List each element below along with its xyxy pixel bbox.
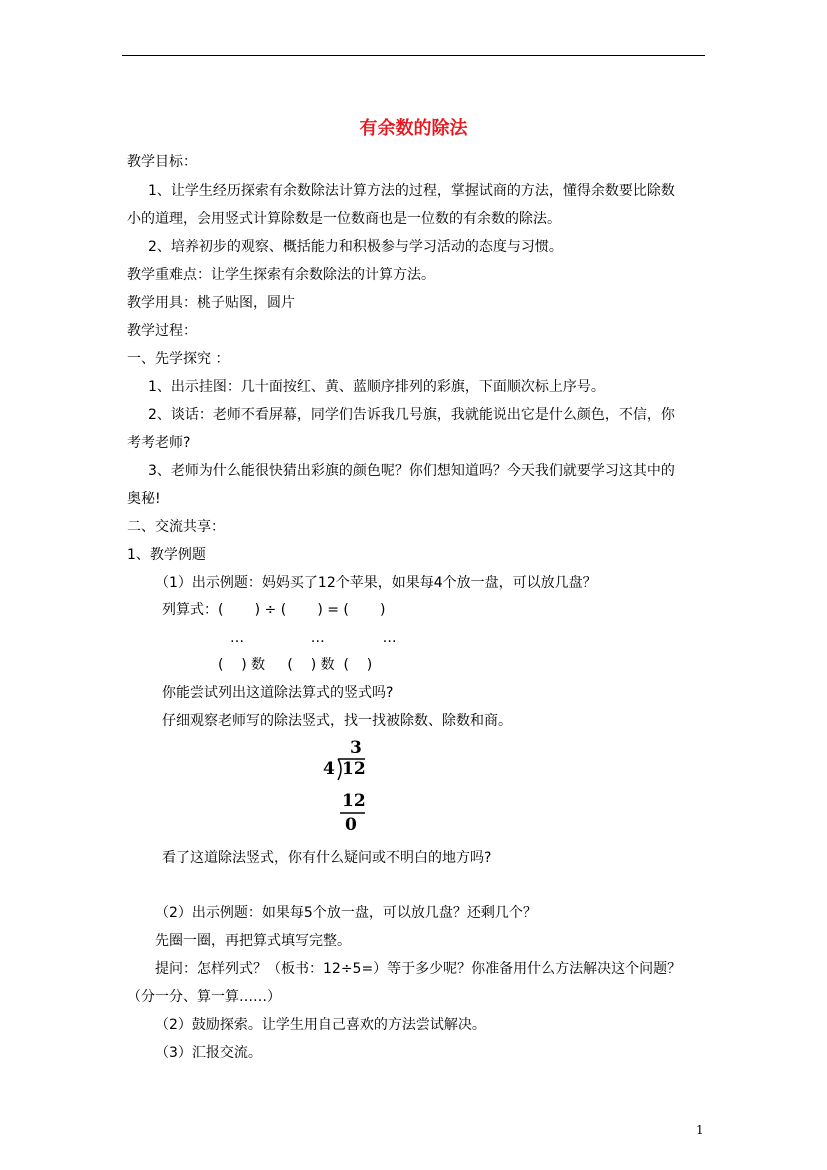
text-line: [162, 683, 393, 703]
text-line: [127, 321, 197, 341]
text-line: [127, 265, 435, 285]
page-number: 1: [696, 1123, 704, 1137]
text-line: [127, 293, 295, 313]
text-line-content: 2、谈话：老师不看屏幕，同学们告诉我几号旗，我就能说出它是什么颜色，不信，你: [148, 407, 675, 423]
text-line: [155, 959, 681, 979]
dividend: 12: [342, 759, 366, 779]
text-line-content: 一、先学探究 ：: [127, 351, 230, 367]
text-line-content: 列算式：( ) ÷ ( ) = ( ): [162, 602, 386, 618]
product: 12: [342, 791, 366, 811]
text-line: [148, 181, 675, 201]
text-line: [155, 573, 597, 593]
text-line-content: 看了这道除法竖式，你有什么疑问或不明白的地方吗?: [162, 850, 492, 866]
text-line-content: 二、交流共享：: [127, 519, 225, 535]
text-line: [127, 209, 561, 229]
text-line-content: … … …: [230, 630, 397, 646]
text-line-content: 教学重难点：让学生探索有余数除法的计算方法。: [127, 267, 435, 283]
quotient: 3: [350, 738, 362, 758]
text-line-content: 2、培养初步的观察、概括能力和积极参与学习活动的态度与习惯。: [148, 239, 563, 255]
text-line-content: 教学过程：: [127, 323, 197, 339]
text-line: [127, 987, 281, 1007]
text-line: [162, 600, 386, 620]
text-line: [155, 903, 537, 923]
text-line: [162, 711, 512, 731]
text-line-content: 1、教学例题: [127, 547, 206, 563]
text-line-content: 仔细观察老师写的除法竖式，找一找被除数、除数和商。: [162, 713, 512, 729]
text-line: [155, 1043, 262, 1063]
text-line-content: ( ) 数 ( ) 数 ( ): [218, 657, 373, 673]
text-line: [127, 152, 197, 172]
text-line-content: （2）出示例题：如果每5个放一盘，可以放几盘？还剩几个？: [155, 905, 537, 921]
header-rule: [122, 55, 705, 56]
text-line: [148, 237, 563, 257]
text-line: [127, 545, 206, 565]
text-line-content: （2）鼓励探索。让学生用自己喜欢的方法尝试解决。: [155, 1017, 486, 1033]
text-line: [148, 405, 675, 425]
text-line-content: （1）出示例题：妈妈买了12个苹果，如果每4个放一盘，可以放几盘？: [155, 575, 597, 591]
text-line: [230, 628, 397, 648]
text-line: [148, 461, 675, 481]
text-line-content: （分一分、算一算……）: [127, 989, 281, 1005]
text-line-content: 1、让学生经历探索有余数除法计算方法的过程，掌握试商的方法，懂得余数要比除数: [148, 183, 675, 199]
text-line: [127, 517, 225, 537]
text-line: [155, 1015, 486, 1035]
text-line-content: （3）汇报交流。: [155, 1045, 262, 1061]
text-line-content: 教学目标：: [127, 154, 197, 170]
text-line-content: 3、老师为什么能很快猜出彩旗的颜色呢？你们想知道吗？今天我们就要学习这其中的: [148, 463, 675, 479]
text-line-content: 奥秘!: [127, 491, 161, 507]
text-line-content: 先圈一圈，再把算式填写完整。: [155, 933, 351, 949]
text-line: [162, 848, 491, 868]
text-line: [218, 655, 372, 675]
text-line: [155, 931, 351, 951]
text-line: [127, 489, 161, 509]
page-title: 有余数的除法: [359, 118, 468, 139]
divisor: 4: [323, 759, 335, 779]
text-line-content: 你能尝试列出这道除法算式的竖式吗?: [162, 685, 394, 701]
text-line-content: 教学用具：桃子贴图，圆片: [127, 295, 295, 311]
text-line-content: 考考老师?: [127, 435, 191, 451]
text-line-content: 提问：怎样列式？（板书：12÷5=）等于多少呢？你准备用什么方法解决这个问题？: [155, 961, 682, 977]
text-line: [127, 349, 229, 369]
text-line: [148, 377, 605, 397]
text-line-content: 小的道理，会用竖式计算除数是一位数商也是一位数的有余数的除法。: [127, 211, 561, 227]
text-line-content: 1、出示挂图：几十面按红、黄、蓝顺序排列的彩旗，下面顺次标上序号。: [148, 379, 605, 395]
text-line: [127, 433, 190, 453]
remainder: 0: [345, 815, 357, 835]
